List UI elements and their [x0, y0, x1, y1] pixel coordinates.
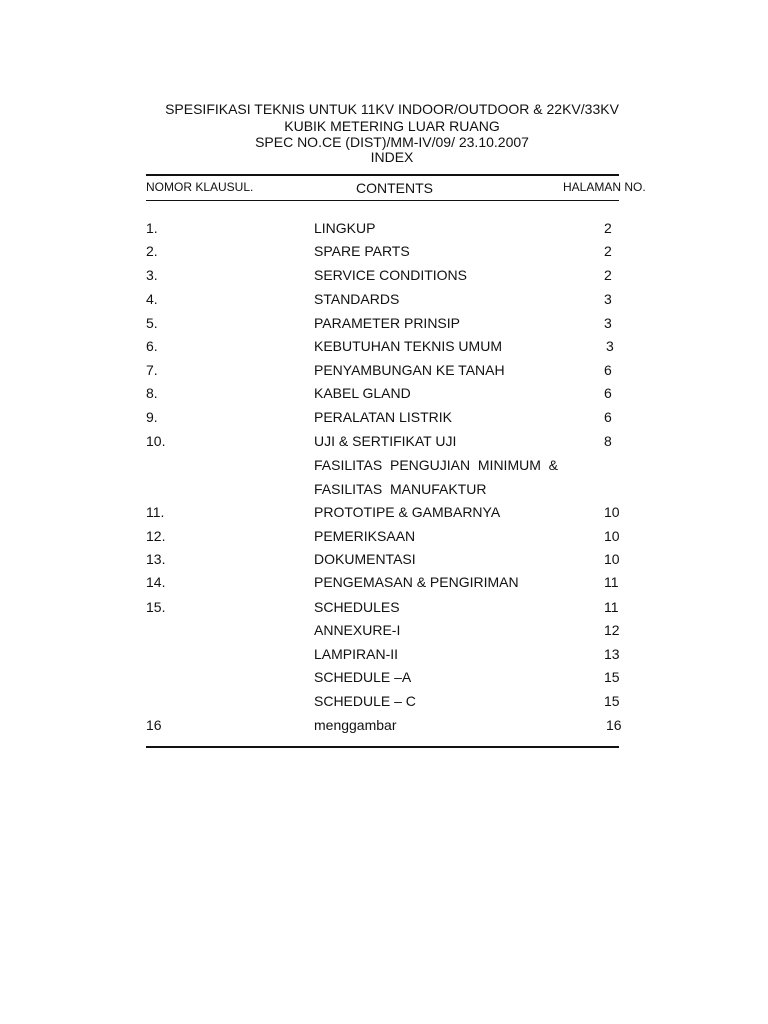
clause-number: 9. [146, 409, 158, 425]
clause-title: DOKUMENTASI [314, 551, 416, 567]
clause-title: PROTOTIPE & GAMBARNYA [314, 504, 501, 520]
clause-number: 3. [146, 267, 158, 283]
clause-title: UJI & SERTIFIKAT UJI [314, 433, 457, 449]
clause-page: 16 [606, 717, 622, 733]
table-bottom-rule [146, 746, 619, 748]
clause-title: PEMERIKSAAN [314, 528, 416, 544]
toc-row [0, 267, 768, 287]
document-title-line-3: SPEC NO.CE (DIST)/MM-IV/09/ 23.10.2007 [255, 134, 529, 150]
clause-number: 8. [146, 385, 158, 401]
toc-row [0, 669, 768, 689]
clause-page: 8 [604, 433, 612, 449]
clause-number-header: NOMOR KLAUSUL. [146, 180, 254, 194]
clause-number: 6. [146, 338, 158, 354]
clause-page: 6 [604, 385, 612, 401]
contents-header: CONTENTS [356, 180, 433, 196]
toc-row [0, 551, 768, 571]
toc-row [0, 220, 768, 240]
clause-number: 16 [146, 717, 162, 733]
clause-page: 10 [604, 504, 620, 520]
clause-title: LINGKUP [314, 220, 376, 236]
toc-row [0, 504, 768, 524]
clause-page: 11 [604, 574, 619, 590]
clause-number: 13. [146, 551, 166, 567]
clause-title: PENYAMBUNGAN KE TANAH [314, 362, 505, 378]
document-title-index: INDEX [370, 149, 414, 165]
toc-row [0, 315, 768, 335]
document-title-line-2: KUBIK METERING LUAR RUANG [284, 118, 500, 134]
toc-row [0, 693, 768, 713]
clause-title: PERALATAN LISTRIK [314, 409, 452, 425]
clause-page: 3 [604, 315, 612, 331]
toc-row [0, 599, 768, 619]
toc-row [0, 385, 768, 405]
clause-title: SCHEDULE – C [314, 693, 416, 709]
clause-title: SPARE PARTS [314, 243, 410, 259]
toc-row [0, 409, 768, 429]
clause-number: 14. [146, 574, 166, 590]
clause-number: 10. [146, 433, 166, 449]
clause-number: 12. [146, 528, 166, 544]
toc-row [0, 291, 768, 311]
clause-title: FASILITAS PENGUJIAN MINIMUM & [314, 457, 558, 473]
clause-number: 1. [146, 220, 158, 236]
clause-title: FASILITAS MANUFAKTUR [314, 481, 487, 497]
clause-title: KABEL GLAND [314, 385, 411, 401]
toc-row [0, 433, 768, 453]
clause-number: 4. [146, 291, 158, 307]
clause-title: LAMPIRAN-II [314, 646, 399, 662]
toc-row [0, 338, 768, 358]
header-top-rule [146, 174, 619, 176]
page-number-header: HALAMAN NO. [563, 180, 646, 194]
clause-page: 15 [604, 669, 620, 685]
toc-row [0, 457, 768, 477]
document-title-line-1: SPESIFIKASI TEKNIS UNTUK 11KV INDOOR/OUTDOOR & 22KV/33KV [165, 101, 619, 117]
clause-number: 15. [146, 599, 166, 615]
clause-number: 5. [146, 315, 158, 331]
clause-page: 2 [604, 267, 612, 283]
clause-title: SCHEDULES [314, 599, 400, 615]
toc-row [0, 481, 768, 501]
clause-page: 3 [604, 291, 612, 307]
toc-row [0, 622, 768, 642]
clause-title: PENGEMASAN & PENGIRIMAN [314, 574, 519, 590]
clause-page: 12 [604, 622, 620, 638]
clause-page: 2 [604, 220, 612, 236]
clause-page: 13 [604, 646, 620, 662]
clause-page: 2 [604, 243, 612, 259]
clause-page: 15 [604, 693, 620, 709]
toc-row [0, 362, 768, 382]
clause-title: menggambar [314, 717, 397, 733]
toc-row [0, 243, 768, 263]
clause-page: 3 [606, 338, 614, 354]
clause-page: 10 [604, 528, 620, 544]
clause-number: 2. [146, 243, 158, 259]
clause-page: 10 [604, 551, 620, 567]
toc-row [0, 646, 768, 666]
clause-page: 6 [604, 362, 612, 378]
clause-title: STANDARDS [314, 291, 400, 307]
toc-row [0, 528, 768, 548]
clause-title: SCHEDULE –A [314, 669, 412, 685]
toc-row [0, 717, 768, 737]
clause-title: PARAMETER PRINSIP [314, 315, 460, 331]
toc-row [0, 574, 768, 594]
clause-page: 11 [604, 599, 619, 615]
clause-title: ANNEXURE-I [314, 622, 401, 638]
clause-title: KEBUTUHAN TEKNIS UMUM [314, 338, 502, 354]
clause-title: SERVICE CONDITIONS [314, 267, 467, 283]
clause-page: 6 [604, 409, 612, 425]
clause-number: 7. [146, 362, 158, 378]
header-bottom-rule [146, 200, 619, 201]
clause-number: 11. [146, 504, 165, 520]
